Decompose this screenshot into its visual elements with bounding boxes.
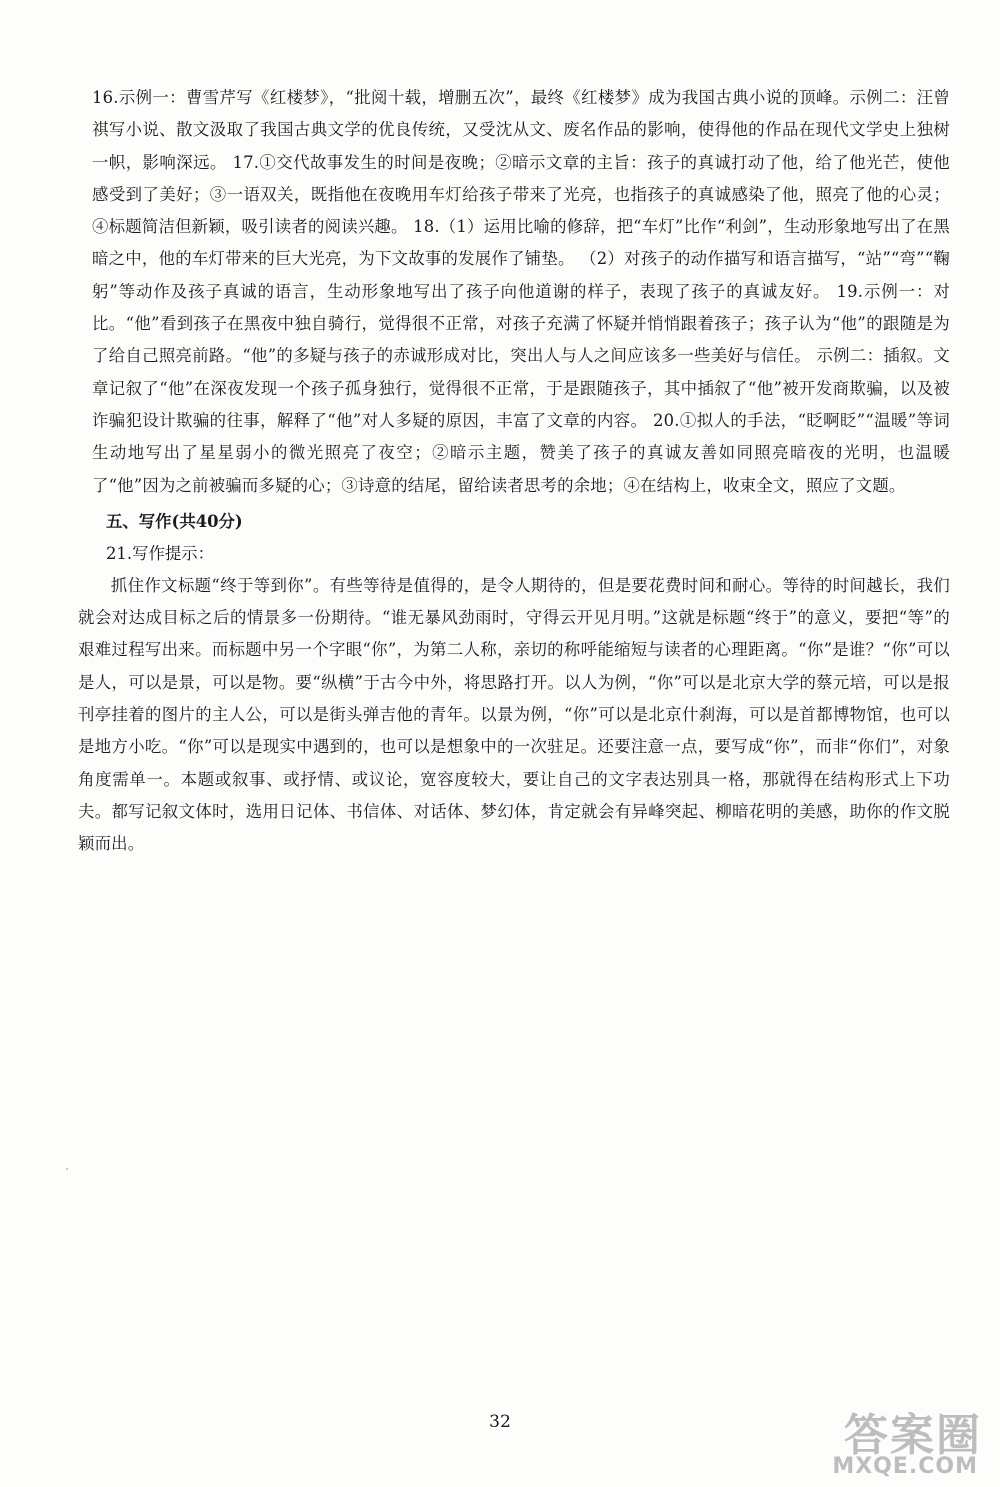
writing-hint-text: 抓住作文标题“终于等到你”。有些等待是值得的，是令人期待的，但是要花费时间和耐心。等待的时间越长，我们就会对达成目标之后的情景多一份期待。“谁无暴风劲雨时，守得云开见月明。”这就是标题“终于”的意义，要把“等”的艰难过程写出来。而标题中另一个字眼“你”，为第二人称，亲切的称呼能缩短与读者的心理距离。“你”是谁？“你”可以是人，可以是景，可以是物。要“纵横”于古今中外，将思路打开。以人为例，“你”可以是北京大学的蔡元培，可以是报刊亭挂着的图片的主人公，可以是街头弹吉他的青年。以景为例，“你”可以是北京什刹海，可以是首都博物馆，也可以是地方小吃。“你”可以是现实中遇到的，也可以是想象中的一次驻足。还要注意一点，要写成“你”，而非“你们”，对象角度需单一。本题或叙事、或抒情、或议论，宽容度较大，要让自己的文字表达别具一格，那就得在结构形式上下功夫。都写记叙文体时，选用日记体、书信体、对话体、梦幻体，肯定就会有异峰突起、柳暗花明的美感，助你的作文脱颖而出。 — [78, 575, 950, 854]
watermark — [782, 1399, 982, 1479]
page-number: 32 — [489, 1412, 511, 1432]
page-content — [78, 82, 950, 861]
scan-speck — [66, 1168, 68, 1170]
writing-item-label: 21.写作提示： — [106, 543, 215, 563]
watermark-url: MXQE.COM — [832, 1454, 978, 1479]
watermark-logo: 答案圈 — [844, 1410, 982, 1461]
writing-section-title: 五、写作(共40分) — [106, 511, 243, 531]
answer-paragraph: 16.示例一：曹雪芹写《红楼梦》，“批阅十载，增删五次”，最终《红楼梦》成为我国古典小说的顶峰。示例二：汪曾祺写小说、散文汲取了我国古典文学的优良传统，又受沈从文、废名作品的影响，使得他的作品在现代文学史上独树一帜，影响深远。 17.①交代故事发生的时间是夜晚；②暗示文章的主旨：孩子的真诚打动了他，给了他光芒，使他感受到了美好；③一语双关，既指他在夜晚用车灯给孩子带来了光亮，也指孩子的真诚感染了他，照亮了他的心灵；④标题简洁但新颖，吸引读者的阅读兴趣。 18.（1）运用比喻的修辞，把“车灯”比作“利剑”，生动形象地写出了在黑暗之中，他的车灯带来的巨大光亮，为下文故事的发展作了铺垫。 （2）对孩子的动作描写和语言描写，“站”“弯”“鞠躬”等动作及孩子真诚的语言，生动形象地写出了孩子向他道谢的样子，表现了孩子的真诚友好。 19.示例一：对比。“他”看到孩子在黑夜中独自骑行，觉得很不正常，对孩子充满了怀疑并悄悄跟着孩子；孩子认为“他”的跟随是为了给自己照亮前路。“他”的多疑与孩子的赤诚形成对比，突出人与人之间应该多一些美好与信任。 示例二：插叙。文章记叙了“他”在深夜发现一个孩子孤身独行，觉得很不正常，于是跟随孩子，其中插叙了“他”被开发商欺骗，以及被诈骗犯设计欺骗的往事，解释了“他”对人多疑的原因，丰富了文章的内容。 20.①拟人的手法，“眨啊眨”“温暖”等词生动地写出了星星弱小的微光照亮了夜空；②暗示主题，赞美了孩子的真诚友善如同照亮暗夜的光明，也温暖了“他”因为之前被骗而多疑的心；③诗意的结尾，留给读者思考的余地；④在结构上，收束全文，照应了文题。 — [92, 88, 950, 495]
